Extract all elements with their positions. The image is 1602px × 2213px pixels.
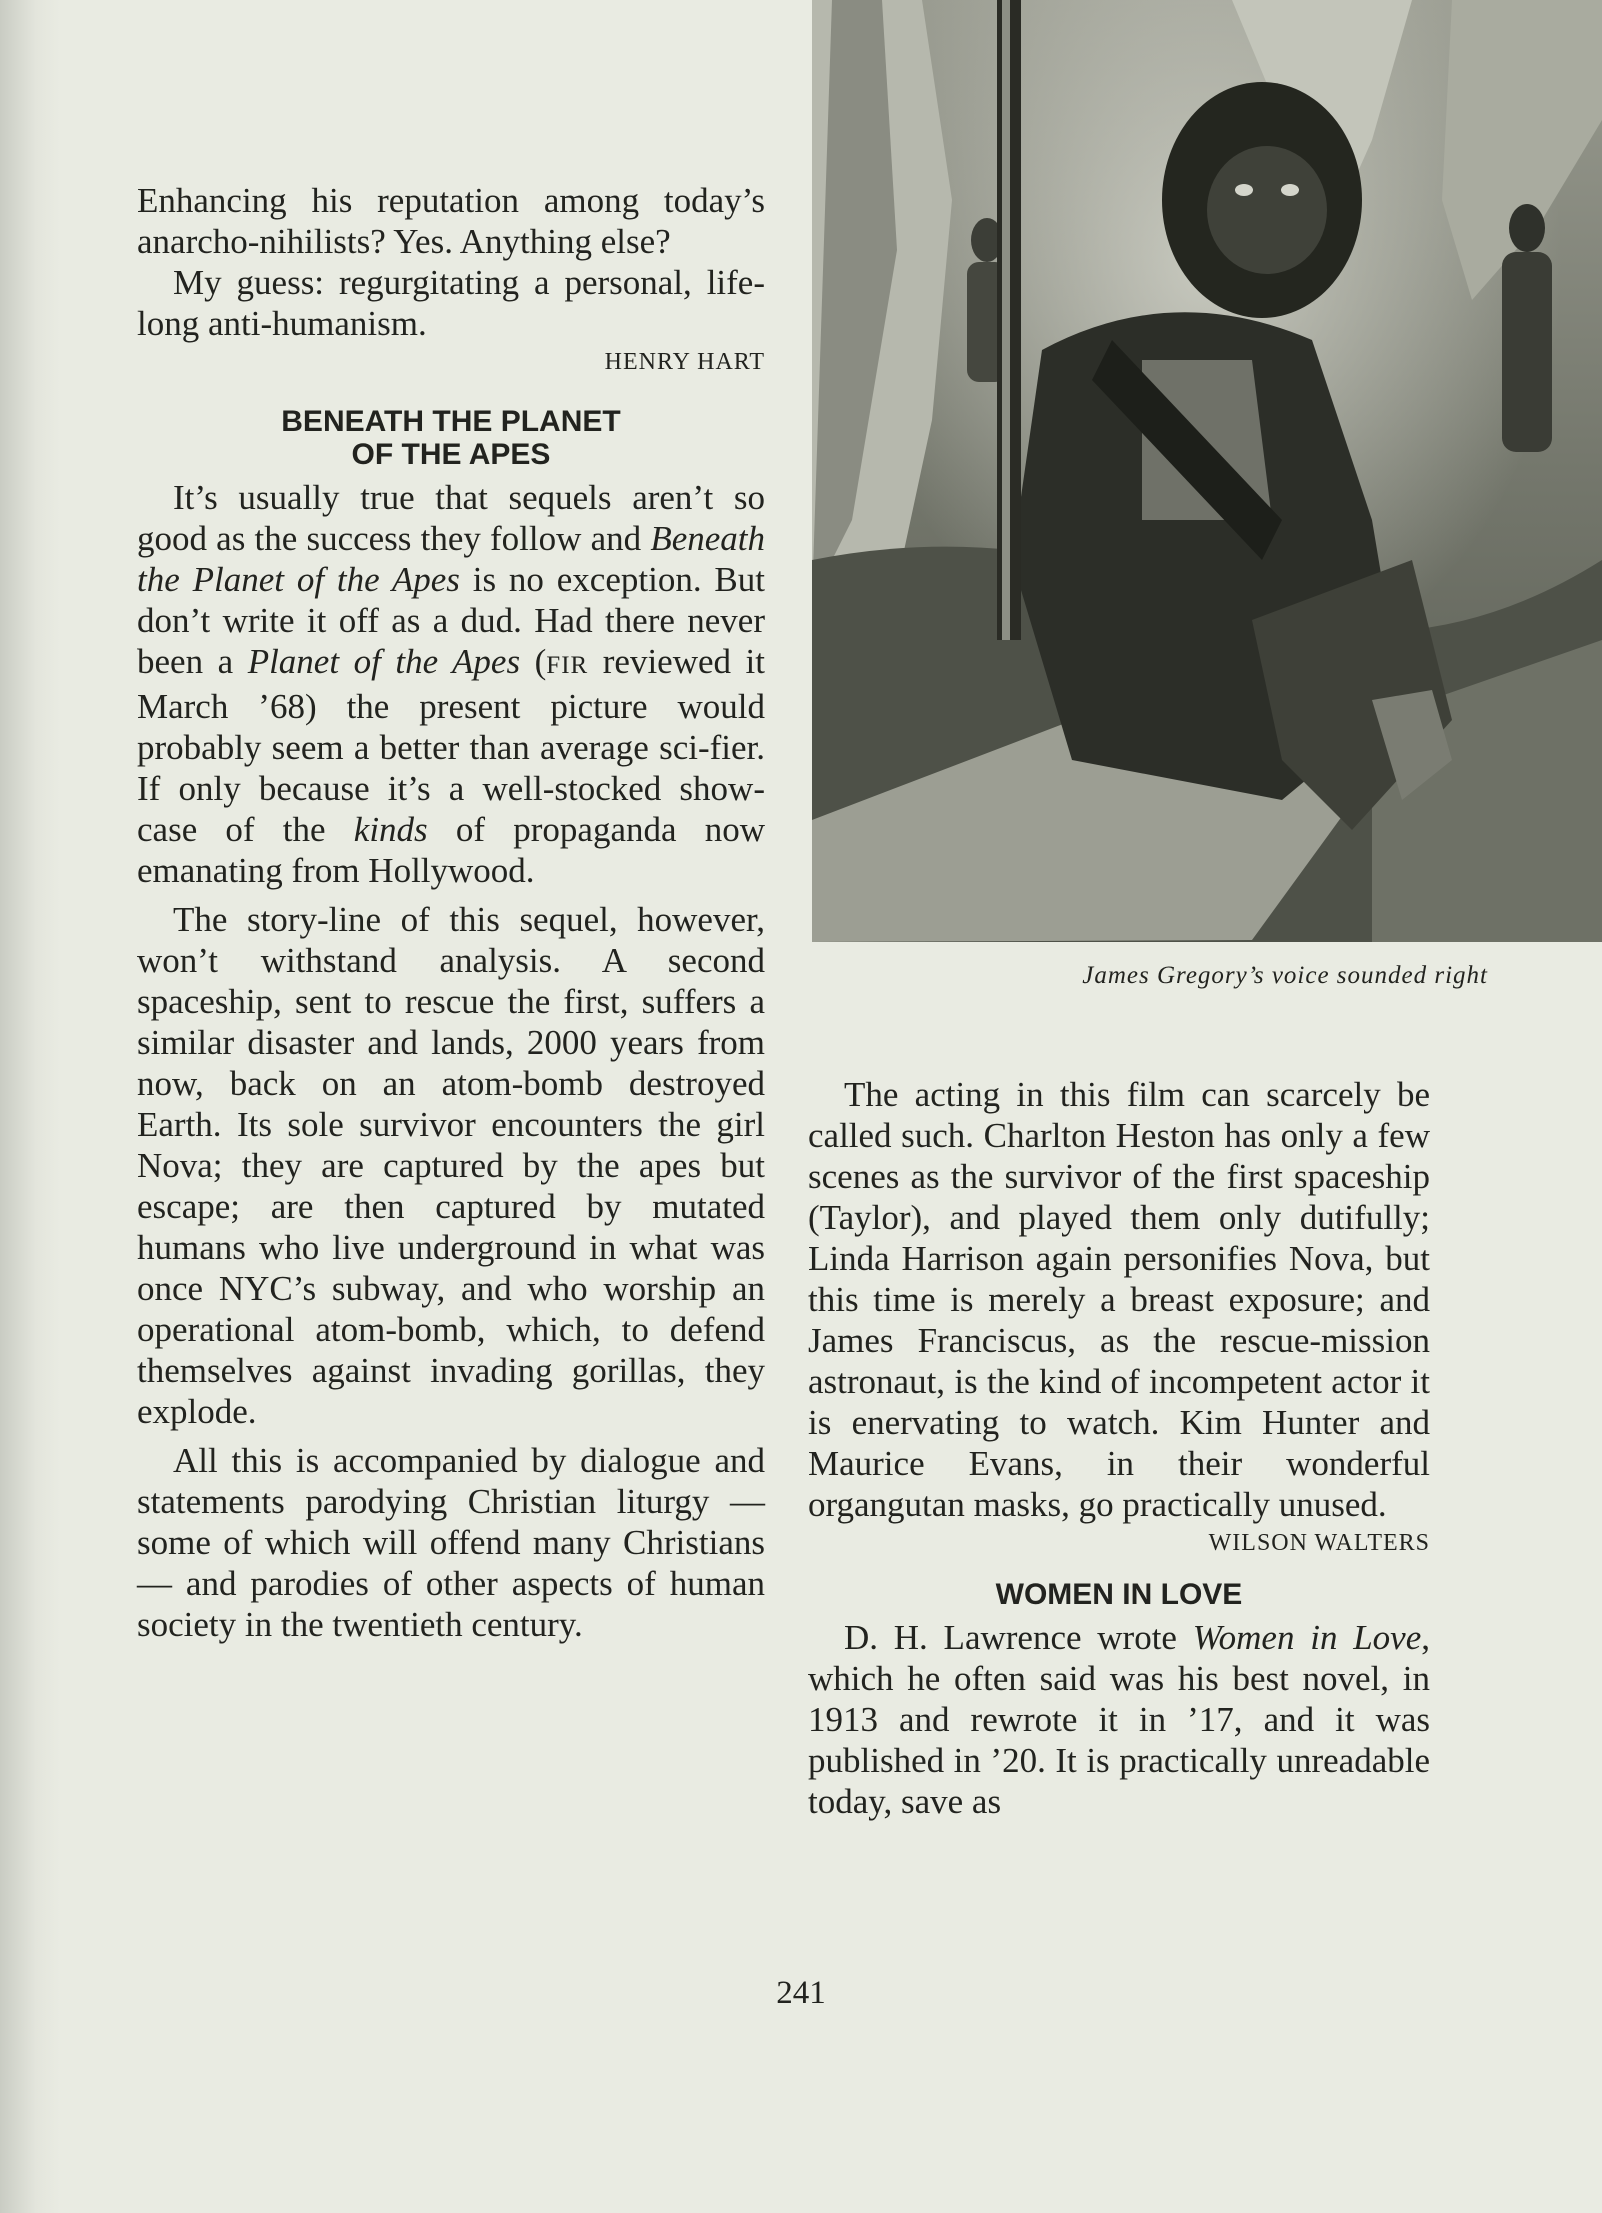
text-run: , which he often said was his best novel, in 1913 and rewrote it in ’17, and it was published in ’20. It is practically unreadable today, save as	[808, 1618, 1430, 1821]
emphasis-word: kinds	[353, 810, 428, 849]
text-run: reviewed it March ’68) the present picture would probably seem a better than average sci-fier. If only because it’s a well-stocked show-case of the	[137, 642, 766, 849]
page-edge-shadow	[0, 0, 60, 2213]
page-number: 241	[776, 1975, 826, 2011]
paragraph-intro: Enhancing his reputation among today’s anarcho-nihilists? Yes. Anything else?	[137, 181, 765, 261]
paragraph-lawrence	[808, 1617, 1430, 1822]
left-column	[137, 180, 765, 1645]
right-column	[808, 1074, 1430, 1822]
paragraph-guess: My guess: regurgitating a personal, life-long anti-humanism.	[137, 263, 765, 343]
text-run: (	[520, 642, 547, 681]
heading-beneath-planet-apes	[137, 405, 765, 471]
byline-wilson-walters: WILSON WALTERS	[1208, 1530, 1430, 1556]
film-title: Planet of the Apes	[247, 642, 521, 681]
byline-henry-hart: HENRY HART	[604, 349, 765, 375]
paragraph-sequels	[137, 477, 765, 891]
heading-line-2: OF THE APES	[351, 438, 551, 471]
paragraph-dialogue: All this is accompanied by dialogue and statements parodying Christian liturgy — some of which will offend many Christians — and parodies of other aspects of human society in the twentieth century.	[137, 1441, 765, 1644]
heading-women-in-love: WOMEN IN LOVE	[995, 1578, 1243, 1611]
photo-caption: James Gregory’s voice sounded right	[1082, 962, 1488, 989]
film-title: Beneath the Planet of the Apes	[137, 519, 765, 599]
heading-line-1: BENEATH THE PLANET	[281, 405, 621, 438]
text-run: D. H. Lawrence wrote	[844, 1618, 1193, 1657]
fir-abbreviation: FIR	[546, 652, 589, 679]
text-run: is no exception. But don’t write it off as a dud. Had there never been a	[137, 560, 765, 681]
paragraph-story-line: The story-line of this sequel, however, won’t withstand analysis. A second spaceship, sent to rescue the first, suffers a similar disaster and lands, 2000 years from now, back on an atom-bomb destroyed Earth. Its sole survivor encounters the girl Nova; they are captured by the apes but escape; are then captured by mutated humans who live underground in what was once NYC’s subway, and who worship an operational atom-bomb, which, to defend themselves against invading gorillas, they explode.	[137, 900, 765, 1431]
film-still-photo	[812, 0, 1602, 942]
text-run: It’s usually true that sequels aren’t so good as the success they follow and	[137, 478, 765, 558]
text-run: of propaganda now emanating from Hollywood.	[137, 810, 765, 890]
book-title: Women in Love	[1192, 1618, 1422, 1657]
paragraph-acting: The acting in this film can scarcely be called such. Charlton Heston has only a few scenes as the survivor of the first spaceship (Taylor), and played them only dutifully; Linda Harrison again personifies Nova, but this time is merely a breast exposure; and James Franciscus, as the rescue-mission astronaut, is the kind of incompetent actor it is enervating to watch. Kim Hunter and Maurice Evans, in their wonderful organgutan masks, go practically unused.	[808, 1075, 1430, 1524]
ape-soldier-photo-icon	[812, 0, 1602, 942]
